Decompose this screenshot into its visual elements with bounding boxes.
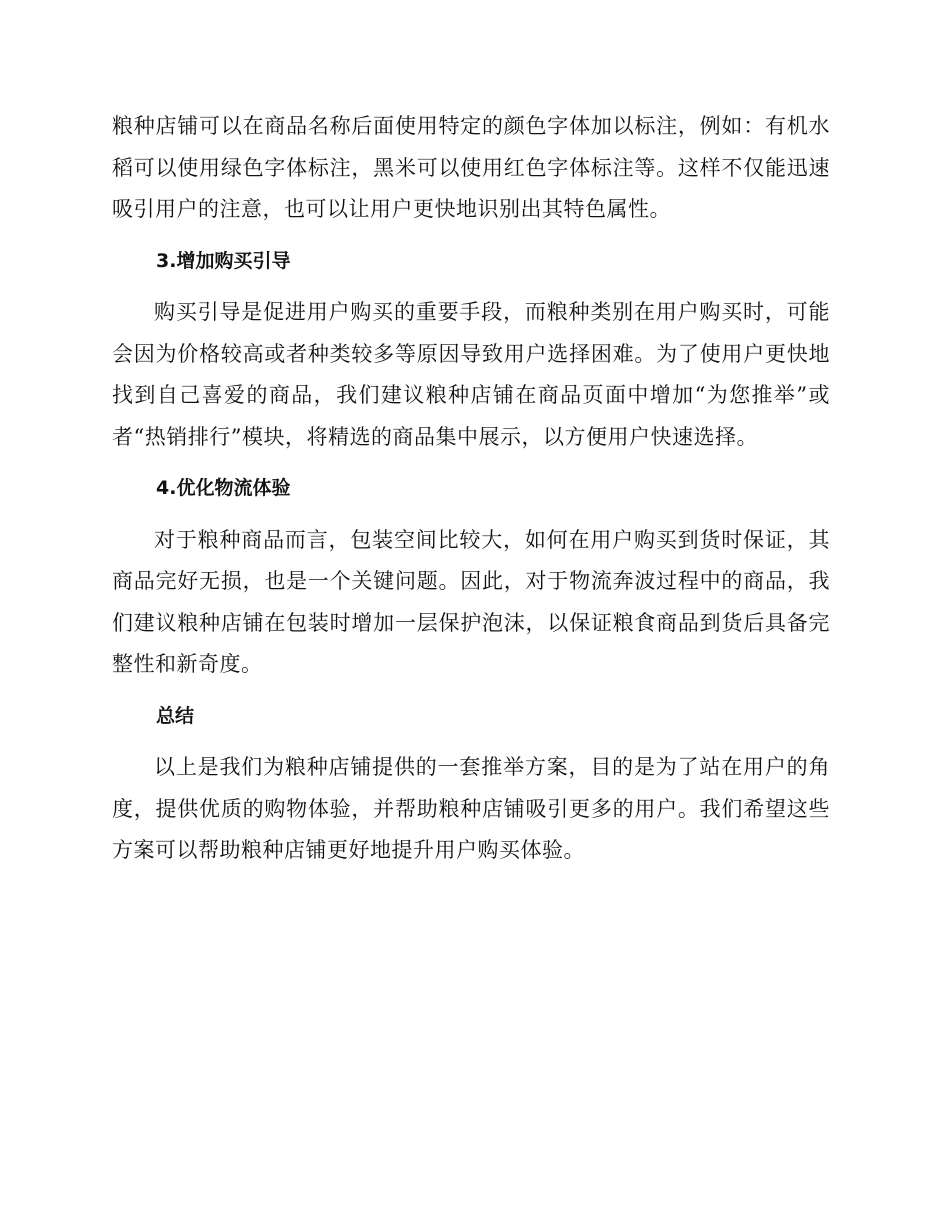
paragraph-purchase-guide: 购买引导是促进用户购买的重要手段，而粮种类别在用户购买时，可能会因为价格较高或者种类较多等原因导致用户选择困难。为了使用户更快地找到自己喜爱的商品，我们建议粮种店铺在商品页面中增加“为您推举”或者“热销排行”模块，将精选的商品集中展示，以方便用户快速选择。	[112, 300, 830, 449]
paragraph-color-labels: 粮种店铺可以在商品名称后面使用特定的颜色字体加以标注，例如：有机水稻可以使用绿色字体标注，黑米可以使用红色字体标注等。这样不仅能迅速吸引用户的注意，也可以让用户更快地识别出其特色属性。	[112, 114, 830, 221]
heading-summary: 总结	[156, 704, 195, 727]
paragraph-summary: 以上是我们为粮种店铺提供的一套推举方案，目的是为了站在用户的角度，提供优质的购物体验，并帮助粮种店铺吸引更多的用户。我们希望这些方案可以帮助粮种店铺更好地提升用户购买体验。	[112, 755, 830, 862]
paragraph-logistics: 对于粮种商品而言，包装空间比较大，如何在用户购买到货时保证，其商品完好无损，也是一个关键问题。因此，对于物流奔波过程中的商品，我们建议粮种店铺在包装时增加一层保护泡沫，以保证粮食商品到货后具备完整性和新奇度。	[112, 527, 830, 676]
document-body	[112, 106, 830, 882]
heading-purchase-guide: 3.增加购买引导	[156, 249, 291, 272]
heading-logistics: 4.优化物流体验	[156, 477, 291, 499]
